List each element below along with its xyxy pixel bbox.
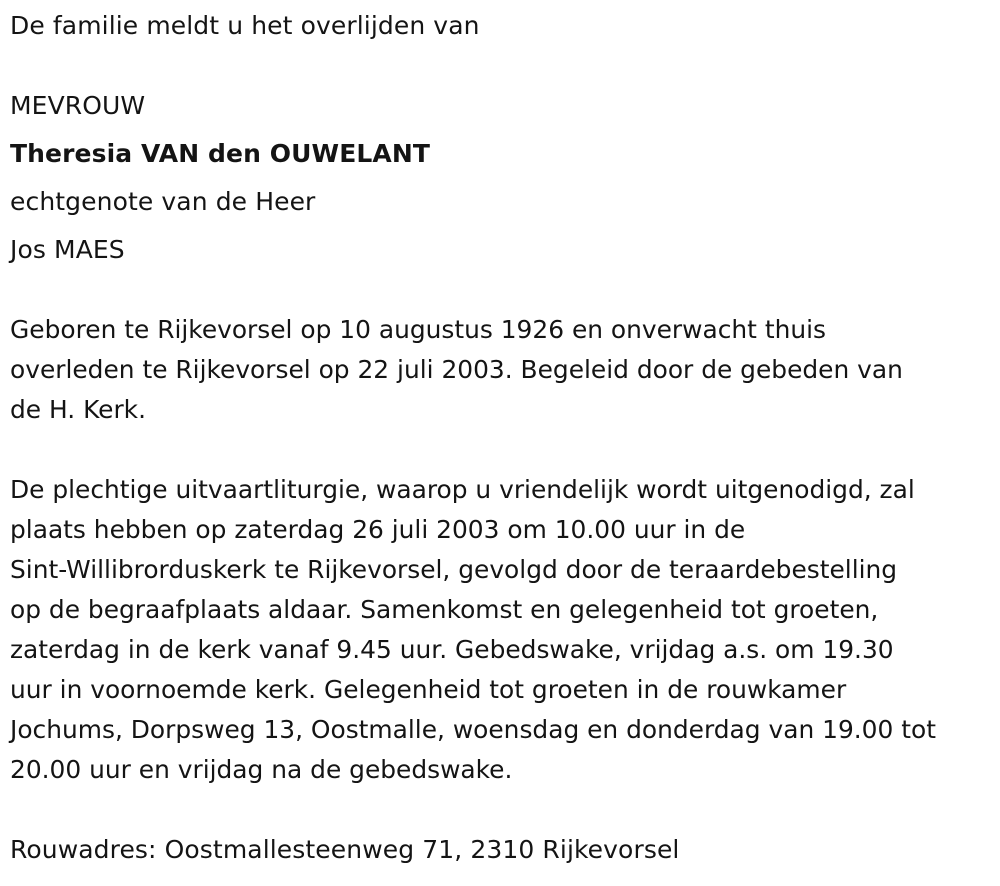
spouse-label: echtgenote van de Heer <box>10 187 316 216</box>
funeral-line: zaterdag in de kerk vanaf 9.45 uur. Gebedswake, vrijdag a.s. om 19.30 <box>10 635 894 664</box>
intro-text: De familie meldt u het overlijden van <box>10 11 480 40</box>
spouse-name: Jos MAES <box>10 235 125 264</box>
birth-line: overleden te Rijkevorsel op 22 juli 2003. Begeleid door de gebeden van <box>10 355 903 384</box>
funeral-line: op de begraafplaats aldaar. Samenkomst en gelegenheid tot groeten, <box>10 595 879 624</box>
deceased-name: Theresia VAN den OUWELANT <box>10 139 431 168</box>
funeral-line: De plechtige uitvaartliturgie, waarop u vriendelijk wordt uitgenodigd, zal <box>10 475 915 504</box>
birth-paragraph <box>10 310 995 430</box>
funeral-line: uur in voornoemde kerk. Gelegenheid tot groeten in de rouwkamer <box>10 675 847 704</box>
funeral-paragraph <box>10 470 995 790</box>
birth-line: Geboren te Rijkevorsel op 10 augustus 1926 en onverwacht thuis <box>10 315 826 344</box>
funeral-line: Jochums, Dorpsweg 13, Oostmalle, woensdag en donderdag van 19.00 tot <box>10 715 936 744</box>
funeral-line: plaats hebben op zaterdag 26 juli 2003 om 10.00 uur in de <box>10 515 746 544</box>
salutation: MEVROUW <box>10 91 146 120</box>
mourning-address: Rouwadres: Oostmallesteenweg 71, 2310 Rijkevorsel <box>10 835 680 864</box>
birth-line: de H. Kerk. <box>10 395 146 424</box>
funeral-line: 20.00 uur en vrijdag na de gebedswake. <box>10 755 513 784</box>
funeral-line: Sint-Willibrorduskerk te Rijkevorsel, gevolgd door de teraardebestelling <box>10 555 898 584</box>
